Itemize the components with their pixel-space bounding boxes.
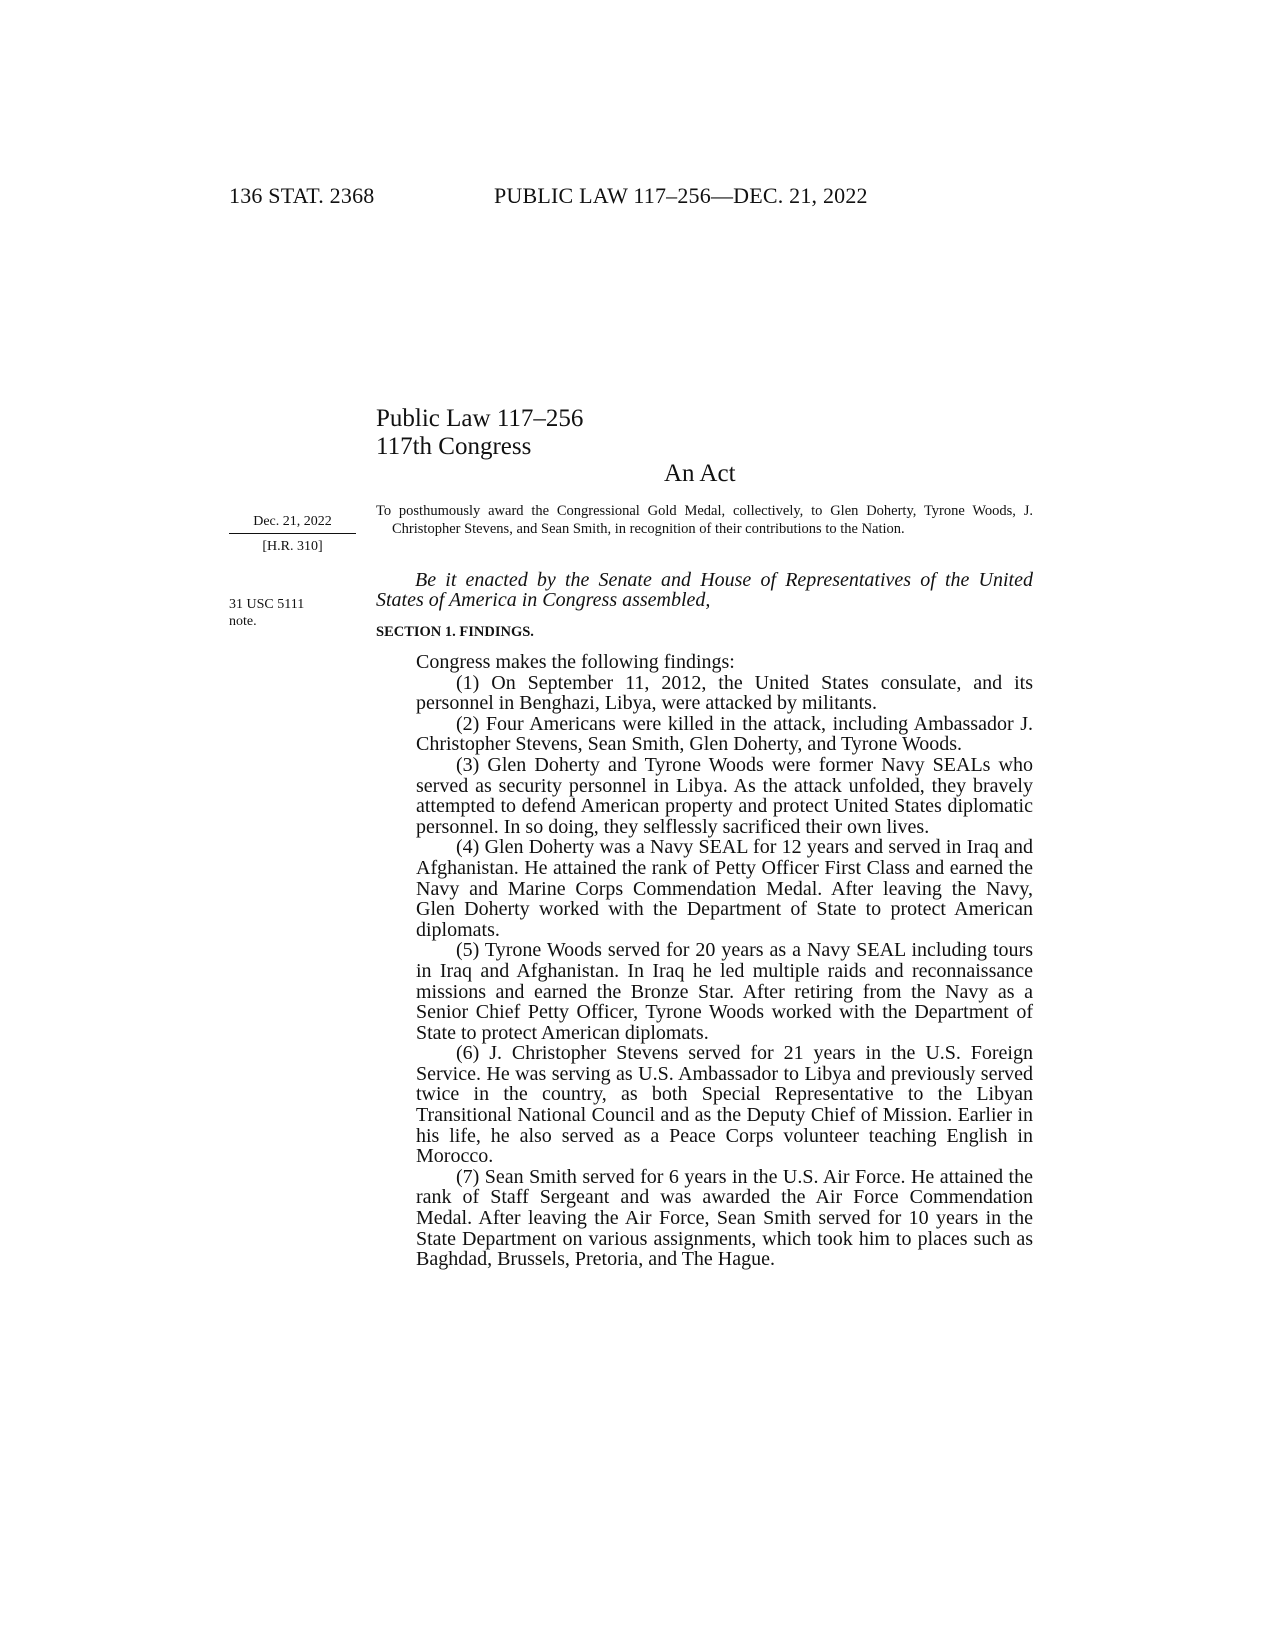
finding-item: (7) Sean Smith served for 6 years in the U.S. Air Force. He attained the rank of Staff Sergeant and was awarded the Air Force Commendation Medal. After leaving the Air Force, Sean Smith served for 10 years in the State Department on various assignments, which took him to places such as Baghdad, Brussels, Pretoria, and The Hague. <box>416 1165 1033 1271</box>
findings-body <box>376 652 1033 1270</box>
act-label: An Act <box>664 460 736 487</box>
finding-item: (5) Tyrone Woods served for 20 years as a Navy SEAL including tours in Iraq and Afghanistan. In Iraq he led multiple raids and reconnaissance missions and earned the Bronze Star. After retiring from the Navy as a Senior Chief Petty Officer, Tyrone Woods worked with the Department of State to protect American diplomats. <box>416 939 1033 1044</box>
usc-note-line2: note. <box>229 614 257 629</box>
section-heading: SECTION 1. FINDINGS. <box>376 624 534 640</box>
enacting-clause: Be it enacted by the Senate and House of Representatives of the United States of America in Congress assembled, <box>376 569 1033 611</box>
purpose-statement: To posthumously award the Congressional Gold Medal, collectively, to Glen Doherty, Tyrone Woods, J. Christopher Stevens, and Sean Smith, in recognition of their contributions to the Nation. <box>376 503 1033 537</box>
finding-item: (3) Glen Doherty and Tyrone Woods were former Navy SEALs who served as security personnel in Libya. As the attack unfolded, they bravely attempted to defend American property and protect United States diplomatic personnel. In so doing, they selflessly sacrificed their own lives. <box>416 753 1033 838</box>
law-number: Public Law 117–256 <box>376 405 584 432</box>
findings-intro: Congress makes the following findings: <box>416 651 735 673</box>
congress-label: 117th Congress <box>376 433 532 460</box>
running-title: PUBLIC LAW 117–256—DEC. 21, 2022 <box>494 183 868 208</box>
stat-citation: 136 STAT. 2368 <box>229 183 375 208</box>
margin-usc-note <box>229 596 339 630</box>
margin-divider <box>229 533 356 534</box>
margin-date: Dec. 21, 2022 <box>253 514 332 529</box>
finding-item: (4) Glen Doherty was a Navy SEAL for 12 years and served in Iraq and Afghanistan. He attained the rank of Petty Officer First Class and earned the Navy and Marine Corps Commendation Medal. After leaving the Navy, Glen Doherty worked with the Department of State to protect American diplomats. <box>416 836 1033 941</box>
margin-bill-number: [H.R. 310] <box>262 539 323 554</box>
finding-item: (1) On September 11, 2012, the United States consulate, and its personnel in Benghazi, Libya, were attacked by militants. <box>416 671 1033 715</box>
finding-item: (6) J. Christopher Stevens served for 21 years in the U.S. Foreign Service. He was serving as U.S. Ambassador to Libya and previously served twice in the country, as both Special Representative to the Libyan Transitional National Council and as the Deputy Chief of Mission. Earlier in his life, he also served as a Peace Corps volunteer teaching English in Morocco. <box>416 1042 1033 1168</box>
usc-note-line1: 31 USC 5111 <box>229 597 305 612</box>
finding-item: (2) Four Americans were killed in the attack, including Ambassador J. Christopher Stevens, Sean Smith, Glen Doherty, and Tyrone Woods. <box>416 712 1033 756</box>
